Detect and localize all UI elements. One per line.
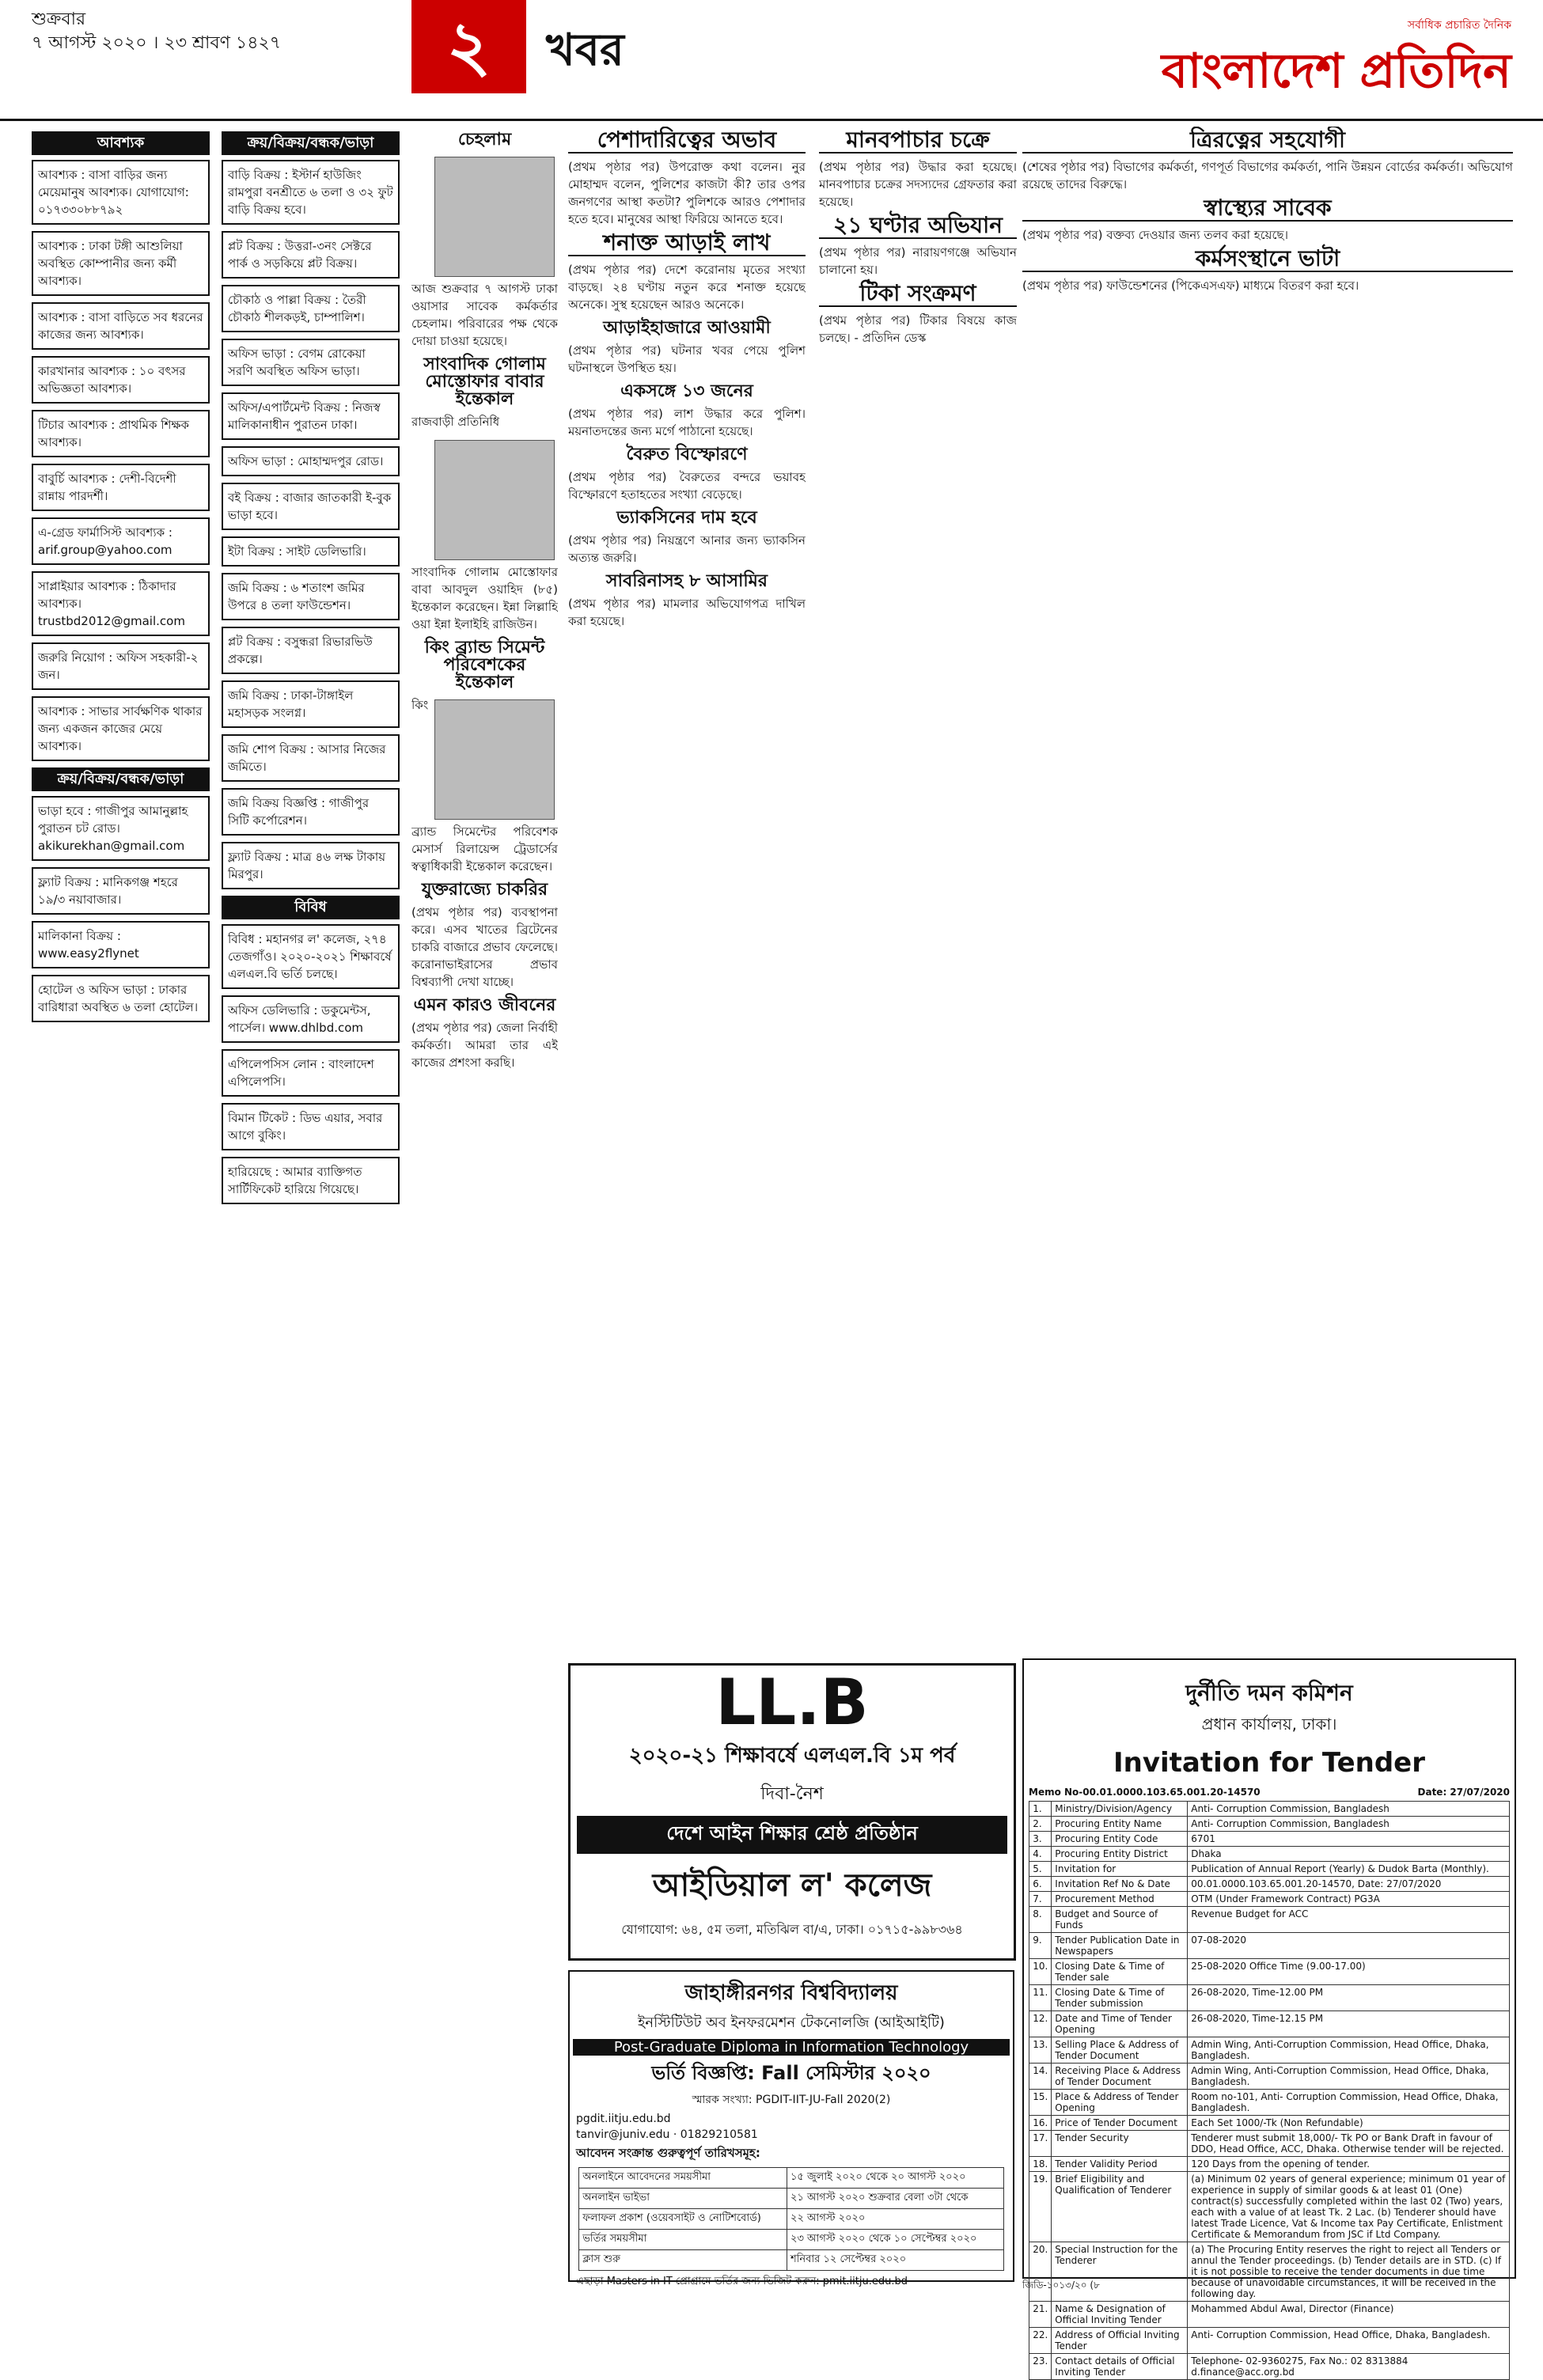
llb-college: আইডিয়াল ল' কলেজ xyxy=(652,1867,932,1904)
table-cell: Ministry/Division/Agency xyxy=(1052,1802,1188,1817)
article-title: ত্রিরত্নের সহযোগী xyxy=(1022,131,1513,153)
table-row xyxy=(1029,1862,1510,1877)
table-cell: 16. xyxy=(1029,2116,1052,2131)
classified-ad: প্লট বিক্রয় : বসুন্ধরা রিভারভিউ প্রকল্পে। xyxy=(222,627,400,674)
obit-title-1: চেহলাম xyxy=(457,130,512,150)
classified-ad: বই বিক্রয় : বাজার জাতকারী ই-বুক ভাড়া হবে। xyxy=(222,483,400,530)
misc-ad: এপিলেপসিস লোন : বাংলাদেশ এপিলেপসি। xyxy=(222,1049,400,1097)
masthead xyxy=(0,0,1543,121)
table-cell: ২৩ আগস্ট ২০২০ থেকে ১০ সেপ্টেম্বর ২০২০ xyxy=(787,2230,1004,2250)
table-cell: Publication of Annual Report (Yearly) & Dudok Barta (Monthly). xyxy=(1188,1862,1510,1877)
table-cell: ক্লাস শুরু xyxy=(579,2250,787,2271)
llb-year: ২০২০-২১ শিক্ষাবর্ষে এলএল.বি ১ম পর্ব xyxy=(628,1744,956,1768)
table-cell: ফলাফল প্রকাশ (ওয়েবসাইট ও নোটিশবোর্ড) xyxy=(579,2209,787,2230)
table-cell: 20. xyxy=(1029,2242,1052,2302)
table-row xyxy=(1029,2011,1510,2037)
table-cell: Budget and Source of Funds xyxy=(1052,1907,1188,1933)
table-row xyxy=(1029,2302,1510,2328)
article-text: (প্রথম পৃষ্ঠার পর) ঘটনার খবর পেয়ে পুলিশ ঘটনাস্থলে উপস্থিত হয়। xyxy=(568,343,806,375)
table-cell: Procurement Method xyxy=(1052,1892,1188,1907)
logo-tagline: সর্বাধিক প্রচারিত দৈনিক xyxy=(1407,19,1511,32)
table-cell: Brief Eligibility and Qualification of Tenderer xyxy=(1052,2172,1188,2242)
table-row xyxy=(579,2230,1004,2250)
table-cell: 26-08-2020, Time-12.15 PM xyxy=(1188,2011,1510,2037)
table-row xyxy=(1029,2064,1510,2090)
table-row xyxy=(1029,2131,1510,2157)
table-cell: 22. xyxy=(1029,2328,1052,2354)
newspaper-logo xyxy=(1162,16,1511,114)
article-title: টিকা সংক্রমণ xyxy=(819,285,1017,307)
classified-ad: জরুরি নিয়োগ : অফিস সহকারী-২ জন। xyxy=(32,642,210,690)
table-cell: Receiving Place & Address of Tender Document xyxy=(1052,2064,1188,2090)
article-text: (শেষের পৃষ্ঠার পর) বিভাগের কর্মকর্তা, গণপূর্ত বিভাগের কর্মকর্তা, পানি উন্নয়ন বোর্ডের কর্মকর্তা। অভিযোগ রয়েছে তাদের বিরুদ্ধে। xyxy=(1022,160,1513,191)
table-cell: 120 Days from the opening of tender. xyxy=(1188,2157,1510,2172)
news-column-5 xyxy=(819,127,1017,1654)
article-title: যুক্তরাজ্যে চাকরির xyxy=(421,880,548,900)
table-cell: 18. xyxy=(1029,2157,1052,2172)
classified-ad: বাড়ি বিক্রয় : ইস্টার্ন হাউজিং রামপুরা বনশ্রীতে ৬ তলা ও ৩২ ফুট বাড়ি বিক্রয় হবে। xyxy=(222,160,400,225)
table-cell: অনলাইন ভাইভা xyxy=(579,2189,787,2209)
article-title: স্বাস্থ্যের সাবেক xyxy=(1022,199,1513,222)
table-cell: 25-08-2020 Office Time (9.00-17.00) xyxy=(1188,1959,1510,1985)
tender-memo: Memo No-00.01.0000.103.65.001.20-14570 xyxy=(1029,1787,1261,1798)
article-title: পেশাদারিত্বের অভাব xyxy=(568,131,806,153)
table-cell: Selling Place & Address of Tender Document xyxy=(1052,2037,1188,2064)
table-cell: Closing Date & Time of Tender sale xyxy=(1052,1959,1188,1985)
table-cell: Procuring Entity Code xyxy=(1052,1832,1188,1847)
table-cell: 15. xyxy=(1029,2090,1052,2116)
table-row xyxy=(1029,1832,1510,1847)
table-row xyxy=(1029,2172,1510,2242)
table-cell: Procuring Entity District xyxy=(1052,1847,1188,1862)
table-row xyxy=(1029,2116,1510,2131)
llb-advertisement xyxy=(568,1663,1016,1961)
classified-ad: বাবুর্চি আবশ্যক : দেশী-বিদেশী রান্নায় পারদর্শী। xyxy=(32,464,210,511)
classifieds-column-2 xyxy=(222,127,400,2279)
logo-name: বাংলাদেশ প্রতিদিন xyxy=(1161,44,1511,99)
obit-title-3: কিং ব্র্যান্ড সিমেন্ট পরিবেশকের ইন্তেকাল xyxy=(424,638,545,692)
table-cell: 14. xyxy=(1029,2064,1052,2090)
table-cell: Room no-101, Anti- Corruption Commission, Head Office, Dhaka, Bangladesh. xyxy=(1188,2090,1510,2116)
article-title: এমন কারও জীবনের xyxy=(413,995,556,1015)
table-cell: Tender Security xyxy=(1052,2131,1188,2157)
article-text: (প্রথম পৃষ্ঠার পর) ফাউন্ডেশনের (পিকেএসএফ) মাধ্যমে বিতরণ করা হবে। xyxy=(1022,279,1359,293)
article-text: (প্রথম পৃষ্ঠার পর) বক্তব্য দেওয়ার জন্য তলব করা হয়েছে। xyxy=(1022,228,1288,242)
classifieds-column-1 xyxy=(32,127,210,2279)
table-cell: 1. xyxy=(1029,1802,1052,1817)
table-cell: ২২ আগস্ট ২০২০ xyxy=(787,2209,1004,2230)
table-cell: 11. xyxy=(1029,1985,1052,2011)
article-title: একসঙ্গে ১৩ জনের xyxy=(620,381,753,401)
news-column-4 xyxy=(568,127,806,1654)
university-name: জাহাঙ্গীরনগর বিশ্ববিদ্যালয় xyxy=(684,1981,898,2005)
article-title: ২১ ঘণ্টার অভিযান xyxy=(819,217,1017,239)
table-cell: 26-08-2020, Time-12.00 PM xyxy=(1188,1985,1510,2011)
article-text: (প্রথম পৃষ্ঠার পর) লাশ উদ্ধার করে পুলিশ। ময়নাতদন্তের জন্য মর্গে পাঠানো হয়েছে। xyxy=(568,407,806,438)
classified-ad: প্লট বিক্রয় : উত্তরা-৩নং সেক্টরে পার্ক ও সড়কিয়ে প্লট বিক্রয়। xyxy=(222,231,400,279)
phone: 01829210581 xyxy=(680,2128,758,2141)
article-title: বৈরুত বিস্ফোরণে xyxy=(626,445,748,464)
llb-title: LL.B xyxy=(715,1666,869,1739)
table-cell: 19. xyxy=(1029,2172,1052,2242)
article-text: (প্রথম পৃষ্ঠার পর) জেলা নির্বাহী কর্মকর্তা। আমরা তার এই কাজের প্রশংসা করছি। xyxy=(411,1021,558,1070)
classified-ad: ভাড়া হবে : গাজীপুর আমানুল্লাহ পুরাতন চট রোড। akikurekhan@gmail.com xyxy=(32,796,210,861)
obit-byline-2: রাজবাড়ী প্রতিনিধি xyxy=(411,415,500,429)
tender-org: দুর্নীতি দমন কমিশন xyxy=(1185,1680,1353,1706)
table-row xyxy=(1029,1877,1510,1892)
classified-ad: অফিস/এপার্টমেন্ট বিক্রয় : নিজস্ব মালিকানাধীন পুরাতন ঢাকা। xyxy=(222,392,400,440)
day: শুক্রবার xyxy=(32,9,86,29)
ju-admission-ad xyxy=(568,1970,1014,2287)
table-cell: 00.01.0000.103.65.001.20-14570, Date: 27/07/2020 xyxy=(1188,1877,1510,1892)
classified-ad: আবশ্যক : বাসা বাড়ির জন্য মেয়েমানুষ আবশ্যক। যোগাযোগ: ০১৭৩৩০৮৮৭৯২ xyxy=(32,160,210,225)
date: ৭ আগস্ট ২০২০ । ২৩ শ্রাবণ ১৪২৭ xyxy=(32,33,282,53)
obit-text-3: কিং ব্র্যান্ড সিমেন্টের পরিবেশক মেসার্স রিলায়েন্স ট্রেডার্সের স্বত্বাধিকারী ইন্তেকাল করেছেন। xyxy=(411,698,558,874)
table-cell: Anti- Corruption Commission, Head Office, Dhaka, Bangladesh. xyxy=(1188,2328,1510,2354)
contact-line: tanvir@juniv.edu · 01829210581 xyxy=(576,2128,758,2141)
tender-table xyxy=(1029,1801,1510,2380)
table-cell: 6701 xyxy=(1188,1832,1510,1847)
email: tanvir@juniv.edu xyxy=(576,2128,670,2141)
table-cell: Mohammed Abdul Awal, Director (Finance) xyxy=(1188,2302,1510,2328)
article-text: (প্রথম পৃষ্ঠার পর) উদ্ধার করা হয়েছে। মানবপাচার চক্রের সদস্যদের গ্রেফতার করা হয়েছে। xyxy=(819,160,1017,209)
table-row xyxy=(1029,2242,1510,2302)
classified-header: ক্রয়/বিক্রয়/বন্ধক/ভাড়া xyxy=(222,131,400,155)
table-row xyxy=(1029,1847,1510,1862)
table-cell: 07-08-2020 xyxy=(1188,1933,1510,1959)
classified-ad: জমি বিক্রয় : ৬ শতাংশ জমির উপরে ৪ তলা ফাউন্ডেশন। xyxy=(222,573,400,620)
table-cell: Date and Time of Tender Opening xyxy=(1052,2011,1188,2037)
classified-ad: জমি বিক্রয় বিজ্ঞপ্তি : গাজীপুর সিটি কর্পোরেশন। xyxy=(222,788,400,836)
classified-ad: চৌকাঠ ও পাল্লা বিক্রয় : তৈরী চৌকাঠ শীলকড়ই, চাম্পালিশ। xyxy=(222,285,400,332)
date-block xyxy=(32,8,281,55)
table-cell: Invitation Ref No & Date xyxy=(1052,1877,1188,1892)
table-cell: 3. xyxy=(1029,1832,1052,1847)
admission-title: ভর্তি বিজ্ঞপ্তি: Fall সেমিস্টার ২০২০ xyxy=(651,2062,931,2084)
table-cell: Price of Tender Document xyxy=(1052,2116,1188,2131)
tender-title: Invitation for Tender xyxy=(1113,1747,1426,1779)
table-cell: 7. xyxy=(1029,1892,1052,1907)
classified-ad: জমি শোপ বিক্রয় : আসার নিজের জমিতে। xyxy=(222,734,400,782)
llb-tag-2: দেশে আইন শিক্ষার শ্রেষ্ঠ প্রতিষ্ঠান xyxy=(577,1816,1007,1854)
institute-name: ইনস্টিটিউট অব ইনফরমেশন টেকনোলজি (আইআইটি) xyxy=(638,2014,945,2031)
classified-ad: কারখানার আবশ্যক : ১০ বৎসর অভিজ্ঞতা আবশ্যক। xyxy=(32,356,210,404)
table-cell: ২১ আগস্ট ২০২০ শুক্রবার বেলা ৩টা থেকে xyxy=(787,2189,1004,2209)
table-cell: 13. xyxy=(1029,2037,1052,2064)
table-cell: Address of Official Inviting Tender xyxy=(1052,2328,1188,2354)
table-cell: (a) Minimum 02 years of general experience; minimum 01 year of experience in supply of similar goods & at least 01 (One) contract(s) successfully completed within the last 02 (Two) years, each with a value of at least Tk. 2 Lac. (b) Tenderer should have latest Trade Licence, Vat & Income tax Pay Certificate, Enlistment Certificate & Memorandum from JSC if Ltd Company. xyxy=(1188,2172,1510,2242)
table-cell: Tender Publication Date in Newspapers xyxy=(1052,1933,1188,1959)
table-cell: ১৫ জুলাই ২০২০ থেকে ২০ আগস্ট ২০২০ xyxy=(787,2168,1004,2189)
table-row xyxy=(1029,1933,1510,1959)
classified-header-2: ক্রয়/বিক্রয়/বন্ধক/ভাড়া xyxy=(32,767,210,791)
table-cell: 10. xyxy=(1029,1959,1052,1985)
article-text: (প্রথম পৃষ্ঠার পর) উপরোক্ত কথা বলেন। নুর মোহাম্মদ বলেন, পুলিশের কাজটা কী? তার ওপর জনগণের আস্থা কতটা? পুলিশকে আরও পেশাদার হতে হবে। মানুষের আস্থা ফিরিয়ে আনতে হবে। xyxy=(568,160,806,226)
table-row xyxy=(1029,1802,1510,1817)
llb-tag-1: দিবা-নৈশ xyxy=(760,1784,824,1804)
obit-title-2: সাংবাদিক গোলাম মোস্তোফার বাবার ইন্তেকাল xyxy=(423,354,546,409)
classified-ad: ইটা বিক্রয় : সাইট ডেলিভারি। xyxy=(222,536,400,567)
article-title: কর্মসংস্থানে ভাটা xyxy=(1022,250,1513,272)
article-text: (প্রথম পৃষ্ঠার পর) দেশে করোনায় মৃতের সংখ্যা বাড়ছে। ২৪ ঘণ্টায় নতুন করে শনাক্ত হয়েছে অনেকে। সুস্থ হয়েছেন আরও অনেকে। xyxy=(568,263,806,312)
table-cell: 9. xyxy=(1029,1933,1052,1959)
table-row xyxy=(1029,1892,1510,1907)
table-row xyxy=(579,2189,1004,2209)
table-row xyxy=(1029,1959,1510,1985)
misc-ad: বিমান টিকেট : ডিভ এয়ার, সবার আগে বুকিং। xyxy=(222,1103,400,1150)
table-cell: 6. xyxy=(1029,1877,1052,1892)
table-cell: Procuring Entity Name xyxy=(1052,1817,1188,1832)
misc-ad: হারিয়েছে : আমার ব্যাক্তিগত সার্টিফিকেট হারিয়ে গিয়েছে। xyxy=(222,1157,400,1204)
table-cell: Anti- Corruption Commission, Bangladesh xyxy=(1188,1817,1510,1832)
program-name: Post-Graduate Diploma in Information Technology xyxy=(573,2039,1010,2056)
classified-ad: আবশ্যক : সাভার সার্বক্ষণিক থাকার জন্য একজন কাজের মেয়ে আবশ্যক। xyxy=(32,696,210,761)
classified-ad: অফিস ভাড়া : মোহাম্মদপুর রোড। xyxy=(222,446,400,476)
table-cell: Tender Validity Period xyxy=(1052,2157,1188,2172)
tender-footer: জিডি-১০১৩/২০ (৮ xyxy=(1022,2280,1100,2291)
classified-ad: ফ্ল্যাট বিক্রয় : মাত্র ৪৬ লক্ষ টাকায় মিরপুর। xyxy=(222,842,400,889)
ju-footer: এছাড়া Masters in IT প্রোগ্রামে ভর্তির জন্য ভিজিট করুন: pmit.iitju.edu.bd xyxy=(576,2276,908,2287)
article-title: শনাক্ত আড়াই লাখ xyxy=(568,234,806,256)
tender-date: Date: 27/07/2020 xyxy=(1417,1787,1510,1798)
classified-ad: মালিকানা বিক্রয় : www.easy2flynet xyxy=(32,921,210,968)
table-row xyxy=(1029,2090,1510,2116)
table-row xyxy=(579,2209,1004,2230)
table-cell: 8. xyxy=(1029,1907,1052,1933)
article-text: (প্রথম পৃষ্ঠার পর) নারায়ণগঞ্জে অভিযান চালানো হয়। xyxy=(819,245,1017,277)
table-cell: Contact details of Official Inviting Tender xyxy=(1052,2354,1188,2380)
page-number: ২ xyxy=(411,0,526,93)
obit-text-1: আজ শুক্রবার ৭ আগস্ট ঢাকা ওয়াসার সাবেক কর্মকর্তার চেহলাম। পরিবারের পক্ষ থেকে দোয়া চাওয়া হয়েছে। xyxy=(411,282,558,348)
table-cell: Closing Date & Time of Tender submission xyxy=(1052,1985,1188,2011)
article-text: (প্রথম পৃষ্ঠার পর) নিয়ন্ত্রণে আনার জন্য ভ্যাকসিন অত্যন্ত জরুরি। xyxy=(568,533,806,565)
table-cell: Special Instruction for the Tenderer xyxy=(1052,2242,1188,2302)
article-text: (প্রথম পৃষ্ঠার পর) বৈরুতের বন্দরে ভয়াবহ বিস্ফোরণে হতাহতের সংখ্যা বেড়েছে। xyxy=(568,470,806,502)
table-row xyxy=(1029,2037,1510,2064)
news-column-6 xyxy=(1022,127,1513,1646)
table-row xyxy=(579,2168,1004,2189)
article-title: আড়াইহাজারে আওয়ামী xyxy=(603,318,771,338)
table-cell: Each Set 1000/-Tk (Non Refundable) xyxy=(1188,2116,1510,2131)
classified-ad: এ-গ্রেড ফার্মাসিস্ট আবশ্যক : arif.group@yahoo.com xyxy=(32,517,210,565)
table-row xyxy=(1029,2354,1510,2380)
article-title: সাবরিনাসহ ৮ আসামির xyxy=(606,571,768,591)
table-cell: Revenue Budget for ACC xyxy=(1188,1907,1510,1933)
table-cell: Admin Wing, Anti-Corruption Commission, Head Office, Dhaka, Bangladesh. xyxy=(1188,2064,1510,2090)
section-title: খবর xyxy=(546,25,624,76)
misc-header: বিবিধ xyxy=(222,896,400,919)
table-row xyxy=(1029,2328,1510,2354)
memo-number: স্মারক সংখ্যা: PGDIT-IIT-JU-Fall 2020(2) xyxy=(692,2094,891,2106)
table-cell: Place & Address of Tender Opening xyxy=(1052,2090,1188,2116)
obit-text-2: সাংবাদিক গোলাম মোস্তোফার বাবা আবদুল ওয়াহিদ (৮৫) ইন্তেকাল করেছেন। ইন্না লিল্লাহি ওয়া ইন্না ইলাইহি রাজিউন। xyxy=(411,565,558,631)
table-cell: শনিবার ১২ সেপ্টেম্বর ২০২০ xyxy=(787,2250,1004,2271)
portrait-photo xyxy=(434,157,555,277)
classified-ad: অফিস ভাড়া : বেগম রোকেয়া সরণি অবস্থিত অফিস ভাড়া। xyxy=(222,339,400,386)
classified-ad: আবশ্যক : ঢাকা টঙ্গী আশুলিয়া অবস্থিত কোম্পানীর জন্য কর্মী আবশ্যক। xyxy=(32,231,210,296)
table-cell: 5. xyxy=(1029,1862,1052,1877)
table-row xyxy=(579,2250,1004,2271)
llb-contact: যোগাযোগ: ৬৪, ৫ম তলা, মতিঝিল বা/এ, ঢাকা। ০১৭১৫-৯৯৮৩৬৪ xyxy=(621,1922,963,1937)
table-row xyxy=(1029,2157,1510,2172)
portrait-photo xyxy=(434,440,555,560)
table-cell: 4. xyxy=(1029,1847,1052,1862)
table-cell: Invitation for xyxy=(1052,1862,1188,1877)
table-cell: OTM (Under Framework Contract) PG3A xyxy=(1188,1892,1510,1907)
classified-ad: ফ্ল্যাট বিক্রয় : মানিকগঞ্জ শহরে ১৯/৩ নয়াবাজার। xyxy=(32,867,210,915)
tender-org-sub: প্রধান কার্যালয়, ঢাকা। xyxy=(1201,1715,1337,1734)
table-cell: ভর্তির সময়সীমা xyxy=(579,2230,787,2250)
table-cell: 12. xyxy=(1029,2011,1052,2037)
table-cell: Anti- Corruption Commission, Bangladesh xyxy=(1188,1802,1510,1817)
table-row xyxy=(1029,1985,1510,2011)
table-cell: Tenderer must submit 18,000/- Tk PO or Bank Draft in favour of DDO, Head Office, ACC, Dhaka. Otherwise tender will be rejected. xyxy=(1188,2131,1510,2157)
article-text: (প্রথম পৃষ্ঠার পর) টিকার বিষয়ে কাজ চলছে। - প্রতিদিন ডেস্ক xyxy=(819,313,1017,345)
article-title: ভ্যাকসিনের দাম হবে xyxy=(616,508,757,528)
article-text: (প্রথম পৃষ্ঠার পর) মামলার অভিযোগপত্র দাখিল করা হয়েছে। xyxy=(568,597,806,628)
dates-table xyxy=(578,2167,1004,2271)
table-cell: Telephone- 02-9360275, Fax No.: 02 8313884 d.finance@acc.org.bd xyxy=(1188,2354,1510,2380)
table-cell: 23. xyxy=(1029,2354,1052,2380)
article-title: মানবপাচার চক্রে xyxy=(819,131,1017,153)
classified-ad: জমি বিক্রয় : ঢাকা-টাঙ্গাইল মহাসড়ক সংলগ্ন। xyxy=(222,680,400,728)
article-text: (প্রথম পৃষ্ঠার পর) ব্যবস্থাপনা করে। এসব খাতের ব্রিটেনের চাকরি বাজারে প্রভাব ফেলেছে। করোনাভাইরাসের প্রভাব বিশ্বব্যাপী দেখা যাচ্ছে। xyxy=(411,905,558,989)
classified-ad: আবশ্যক : বাসা বাড়িতে সব ধরনের কাজের জন্য আবশ্যক। xyxy=(32,302,210,350)
table-row xyxy=(1029,1817,1510,1832)
misc-ad: বিবিধ : মহানগর ল' কলেজ, ২৭৪ তেজগাঁও। ২০২০-২০২১ শিক্ষাবর্ষে এলএল.বি ভর্তি চলছে। xyxy=(222,924,400,989)
tender-meta xyxy=(1029,1787,1510,1798)
table-cell: অনলাইনে আবেদনের সময়সীমা xyxy=(579,2168,787,2189)
classified-ad: হোটেল ও অফিস ভাড়া : ঢাকার বারিধারা অবস্থিত ৬ তলা হোটেল। xyxy=(32,975,210,1022)
table-cell: (a) The Procuring Entity reserves the right to reject all Tenders or annul the Tender proceedings. (b) Tender details are in STD. (c) If it is not possible to receive the tender documents in due time because of unavoidable circumstances, it will be received in the following day. xyxy=(1188,2242,1510,2302)
table-cell: 2. xyxy=(1029,1817,1052,1832)
table-cell: 21. xyxy=(1029,2302,1052,2328)
classified-ad: টিচার আবশ্যক : প্রাথমিক শিক্ষক আবশ্যক। xyxy=(32,410,210,457)
table-row xyxy=(1029,1907,1510,1933)
table-cell: 17. xyxy=(1029,2131,1052,2157)
table-cell: Dhaka xyxy=(1188,1847,1510,1862)
website: pgdit.iitju.edu.bd xyxy=(576,2113,671,2125)
obituary-column xyxy=(411,127,558,1654)
table-cell: Name & Designation of Official Inviting Tender xyxy=(1052,2302,1188,2328)
classified-ad: সাপ্লাইয়ার আবশ্যক : ঠিকাদার আবশ্যক। trustbd2012@gmail.com xyxy=(32,571,210,636)
portrait-photo xyxy=(434,699,555,820)
misc-ad: অফিস ডেলিভারি : ডকুমেন্টস, পার্সেল। www.dhlbd.com xyxy=(222,995,400,1043)
dates-table-head: আবেদন সংক্রান্ত গুরুত্বপূর্ণ তারিখসমূহ: xyxy=(576,2146,760,2160)
table-cell: Admin Wing, Anti-Corruption Commission, Head Office, Dhaka, Bangladesh. xyxy=(1188,2037,1510,2064)
classified-header: আবশ্যক xyxy=(32,131,210,155)
